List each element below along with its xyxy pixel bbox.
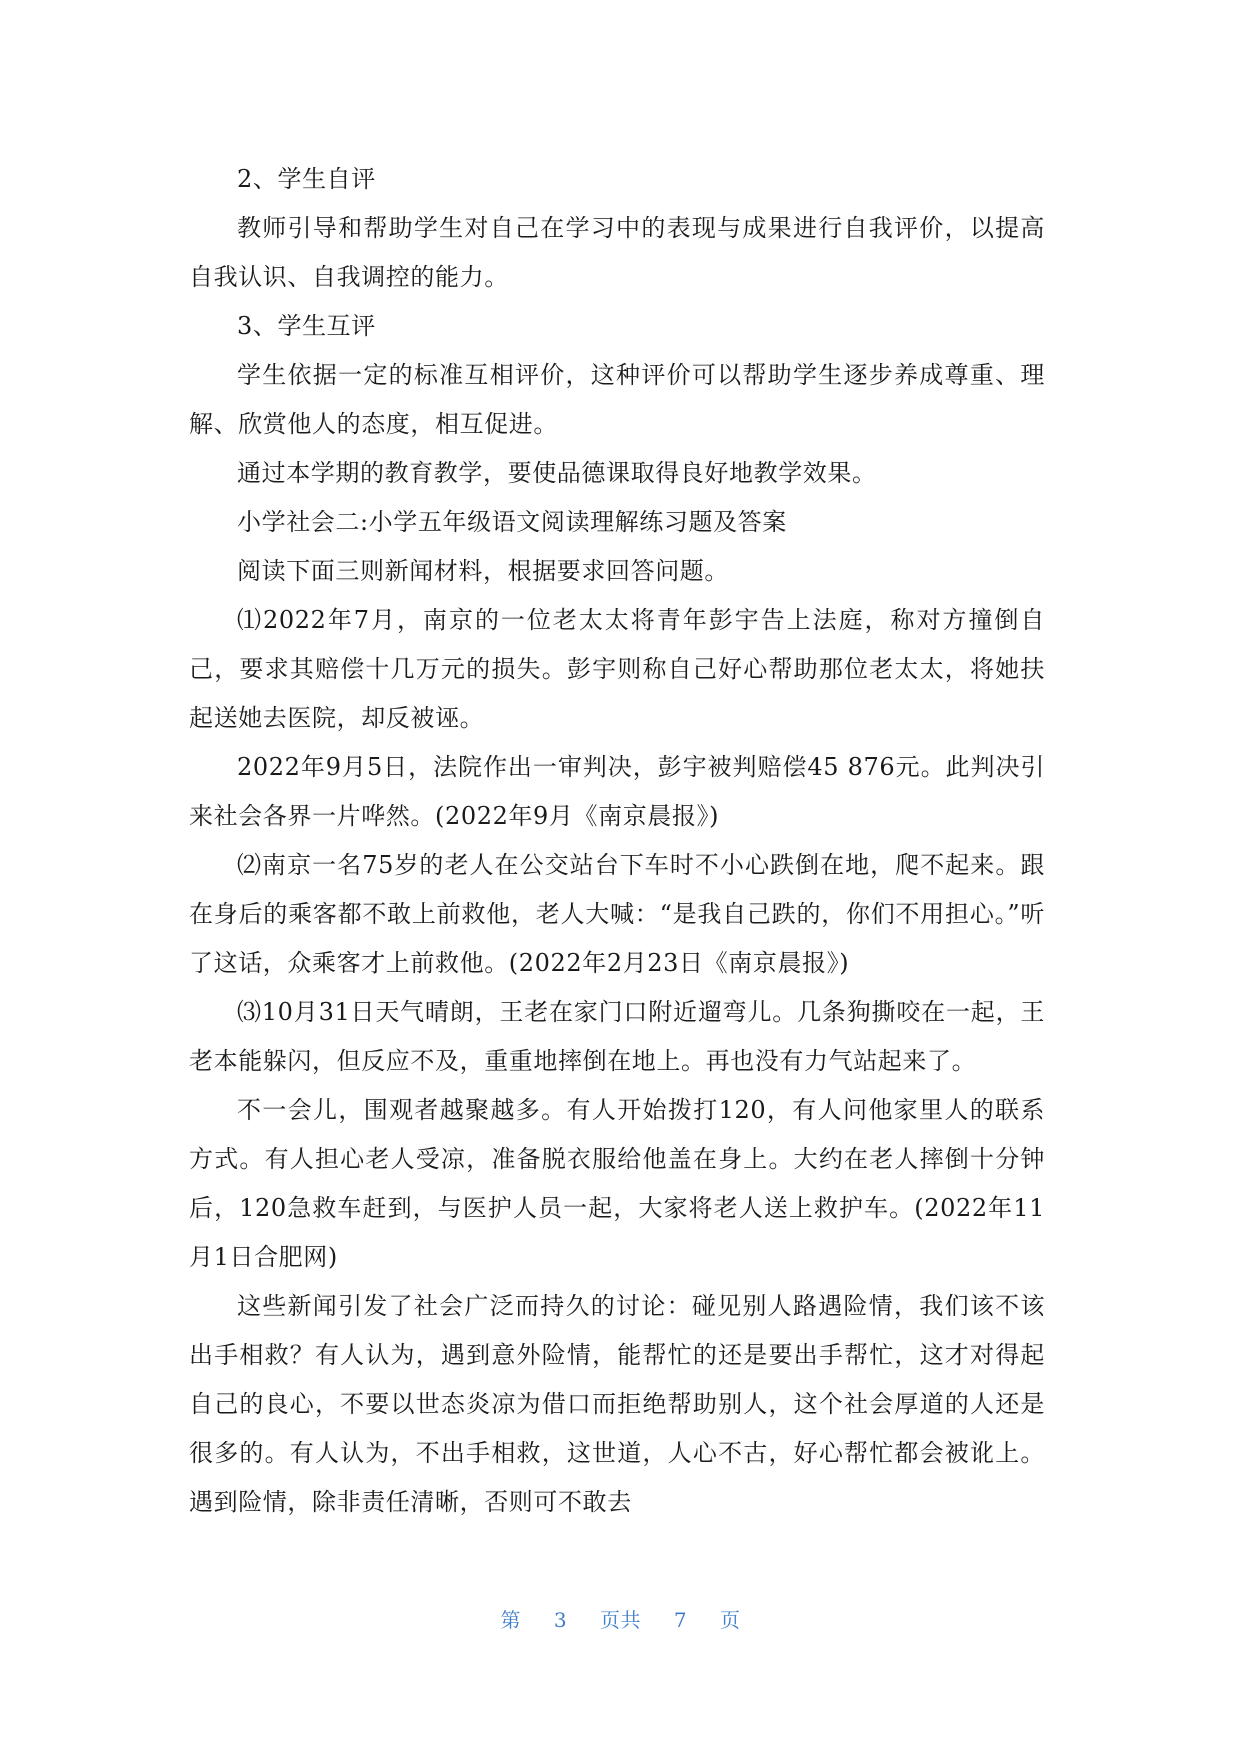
news-item-2: ⑵南京一名75岁的老人在公交站台下车时不小心跌倒在地，爬不起来。跟在身后的乘客都不敢上前救他，老人大喊：“是我自己跌的，你们不用担心。”听了这话，众乘客才上前救他。(2022年2月23日《南京晨报》) (189, 851, 1045, 977)
current-page-number: 3 (553, 1608, 568, 1632)
paragraph: 阅读下面三则新闻材料，根据要求回答问题。 (237, 557, 729, 585)
page-label-suffix: 页 (719, 1608, 741, 1632)
page-label-prefix: 第 (500, 1608, 522, 1632)
page-footer (0, 1608, 1241, 1632)
news-item-1: ⑴2022年7月，南京的一位老太太将青年彭宇告上法庭，称对方撞倒自己，要求其赔偿十几万元的损失。彭宇则称自己好心帮助那位老太太，将她扶起送她去医院，却反被诬。 (189, 606, 1045, 732)
document-body (189, 155, 1045, 1527)
paragraph: 2022年9月5日，法院作出一审判决，彭宇被判赔偿45 876元。此判决引来社会各界一片哗然。(2022年9月《南京晨报》) (189, 753, 1045, 830)
section-title: 小学社会二:小学五年级语文阅读理解练习题及答案 (237, 508, 787, 536)
paragraph: 这些新闻引发了社会广泛而持久的讨论：碰见别人路遇险情，我们该不该出手相救？有人认为，遇到意外险情，能帮忙的还是要出手帮忙，这才对得起自己的良心，不要以世态炎凉为借口而拒绝帮助别人，这个社会厚道的人还是很多的。有人认为，不出手相救，这世道，人心不古，好心帮忙都会被讹上。遇到险情，除非责任清晰，否则可不敢去 (189, 1292, 1045, 1516)
section-heading-peer-evaluation: 3、学生互评 (237, 312, 376, 340)
paragraph: 通过本学期的教育教学，要使品德课取得良好地教学效果。 (237, 459, 877, 487)
total-pages-number: 7 (673, 1608, 688, 1632)
paragraph: 不一会儿，围观者越聚越多。有人开始拨打120，有人问他家里人的联系方式。有人担心老人受凉，准备脱衣服给他盖在身上。大约在老人摔倒十分钟后，120急救车赶到，与医护人员一起，大家将老人送上救护车。(2022年11月1日合肥网) (189, 1096, 1045, 1271)
page-label-mid: 页共 (600, 1608, 641, 1632)
paragraph: 学生依据一定的标准互相评价，这种评价可以帮助学生逐步养成尊重、理解、欣赏他人的态度，相互促进。 (189, 361, 1045, 438)
news-item-3: ⑶10月31日天气晴朗，王老在家门口附近遛弯儿。几条狗撕咬在一起，王老本能躲闪，但反应不及，重重地摔倒在地上。再也没有力气站起来了。 (189, 998, 1045, 1075)
section-heading-self-evaluation: 2、学生自评 (237, 165, 376, 193)
paragraph: 教师引导和帮助学生对自己在学习中的表现与成果进行自我评价，以提高自我认识、自我调控的能力。 (189, 214, 1045, 291)
